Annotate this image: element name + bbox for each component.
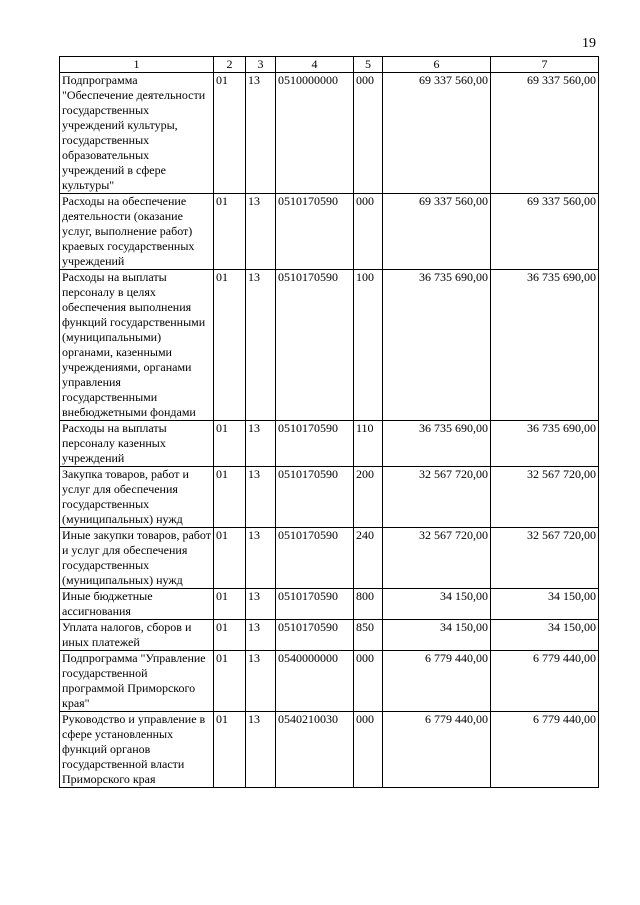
row-target-code: 0510170590 [276,528,354,589]
row-section: 01 [214,421,246,467]
row-amount-2: 6 779 440,00 [491,651,599,712]
row-expense-type: 800 [354,589,383,620]
header-col-3: 3 [246,57,276,73]
row-target-code: 0510000000 [276,73,354,194]
row-target-code: 0510170590 [276,620,354,651]
row-amount-1: 32 567 720,00 [383,467,491,528]
header-col-4: 4 [276,57,354,73]
table-row [60,73,599,194]
row-amount-2: 36 735 690,00 [491,270,599,421]
row-amount-1: 34 150,00 [383,620,491,651]
row-name: Подпрограмма "Управление государственной программой Приморского края" [60,651,214,712]
table-row [60,712,599,788]
row-subsection: 13 [246,589,276,620]
row-expense-type: 850 [354,620,383,651]
row-name: Иные бюджетные ассигнования [60,589,214,620]
row-name: Уплата налогов, сборов и иных платежей [60,620,214,651]
row-expense-type: 200 [354,467,383,528]
row-subsection: 13 [246,528,276,589]
row-expense-type: 000 [354,651,383,712]
row-target-code: 0510170590 [276,421,354,467]
header-col-7: 7 [491,57,599,73]
table-row [60,270,599,421]
row-section: 01 [214,712,246,788]
table-row [60,194,599,270]
row-expense-type: 000 [354,712,383,788]
row-section: 01 [214,651,246,712]
row-name: Руководство и управление в сфере установленных функций органов государственной власти Приморского края [60,712,214,788]
row-amount-2: 34 150,00 [491,620,599,651]
row-amount-1: 32 567 720,00 [383,528,491,589]
row-subsection: 13 [246,712,276,788]
row-amount-2: 6 779 440,00 [491,712,599,788]
table-row [60,651,599,712]
row-subsection: 13 [246,651,276,712]
row-amount-2: 69 337 560,00 [491,73,599,194]
row-subsection: 13 [246,194,276,270]
row-section: 01 [214,270,246,421]
row-name: Подпрограмма "Обеспечение деятельности государственных учреждений культуры, государственных образовательных учреждений в сфере культуры" [60,73,214,194]
row-section: 01 [214,528,246,589]
row-target-code: 0510170590 [276,589,354,620]
header-col-1: 1 [60,57,214,73]
row-amount-1: 6 779 440,00 [383,651,491,712]
row-subsection: 13 [246,421,276,467]
row-amount-1: 69 337 560,00 [383,73,491,194]
row-amount-1: 34 150,00 [383,589,491,620]
row-expense-type: 110 [354,421,383,467]
row-expense-type: 240 [354,528,383,589]
row-amount-1: 6 779 440,00 [383,712,491,788]
row-name: Расходы на обеспечение деятельности (оказание услуг, выполнение работ) краевых государственных учреждений [60,194,214,270]
row-target-code: 0510170590 [276,467,354,528]
row-subsection: 13 [246,270,276,421]
row-amount-2: 32 567 720,00 [491,467,599,528]
row-section: 01 [214,620,246,651]
row-amount-1: 36 735 690,00 [383,270,491,421]
row-expense-type: 000 [354,73,383,194]
budget-table [59,56,599,788]
row-subsection: 13 [246,620,276,651]
row-section: 01 [214,467,246,528]
row-amount-1: 69 337 560,00 [383,194,491,270]
row-target-code: 0510170590 [276,194,354,270]
row-name: Расходы на выплаты персоналу в целях обеспечения выполнения функций государственными (муниципальными) органами, казенными учреждениями, органами управления государственными внебюджетными фондами [60,270,214,421]
row-amount-2: 32 567 720,00 [491,528,599,589]
header-col-6: 6 [383,57,491,73]
table-row [60,528,599,589]
row-name: Иные закупки товаров, работ и услуг для обеспечения государственных (муниципальных) нужд [60,528,214,589]
row-expense-type: 000 [354,194,383,270]
row-amount-2: 36 735 690,00 [491,421,599,467]
page-number: 19 [582,36,596,51]
table-row [60,620,599,651]
table-row [60,467,599,528]
row-section: 01 [214,73,246,194]
row-section: 01 [214,589,246,620]
row-target-code: 0510170590 [276,270,354,421]
row-name: Расходы на выплаты персоналу казенных учреждений [60,421,214,467]
row-amount-2: 69 337 560,00 [491,194,599,270]
row-expense-type: 100 [354,270,383,421]
row-amount-2: 34 150,00 [491,589,599,620]
table-row [60,421,599,467]
row-amount-1: 36 735 690,00 [383,421,491,467]
row-subsection: 13 [246,73,276,194]
row-subsection: 13 [246,467,276,528]
row-name: Закупка товаров, работ и услуг для обеспечения государственных (муниципальных) нужд [60,467,214,528]
row-target-code: 0540000000 [276,651,354,712]
header-row [60,57,599,73]
header-col-5: 5 [354,57,383,73]
header-col-2: 2 [214,57,246,73]
row-target-code: 0540210030 [276,712,354,788]
row-section: 01 [214,194,246,270]
table-row [60,589,599,620]
